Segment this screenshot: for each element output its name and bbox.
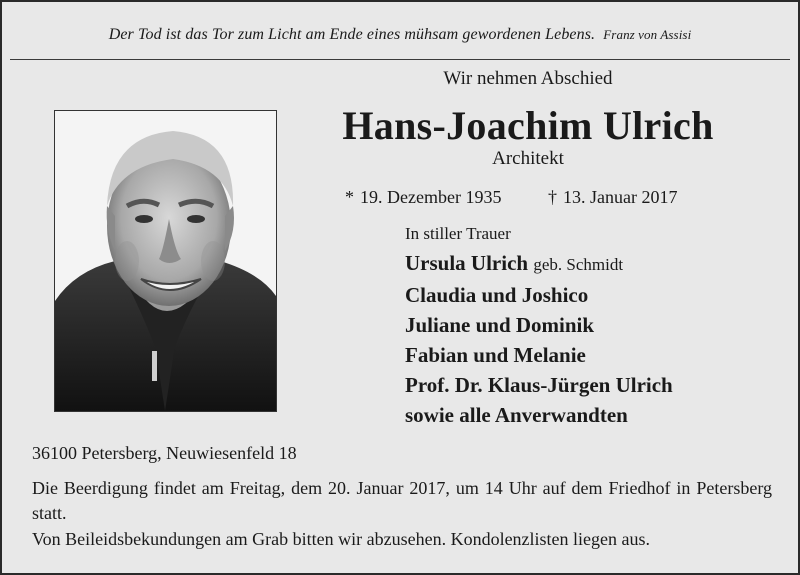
funeral-notice: Die Beerdigung findet am Freitag, dem 20. Januar 2017, um 14 Uhr auf dem Friedhof in Petersberg statt. (32, 478, 772, 523)
mourner-line (405, 400, 673, 430)
mourner-note: geb. Schmidt (533, 255, 624, 274)
portrait-image (55, 111, 276, 411)
quote (2, 26, 798, 44)
deceased-name: Hans-Joachim Ulrich (342, 103, 714, 148)
death-date-text: 13. Januar 2017 (563, 187, 678, 207)
quote-author: Franz von Assisi (603, 27, 692, 42)
deceased-profession: Architekt (492, 148, 564, 169)
quote-text: Der Tod ist das Tor zum Licht am Ende eines mühsam gewordenen Lebens. (108, 26, 596, 43)
mourners-block (405, 224, 673, 430)
birth-date (345, 187, 501, 208)
divider (10, 59, 790, 60)
mourner-line (405, 280, 673, 310)
mourner-line (405, 248, 673, 280)
death-symbol: † (548, 187, 557, 207)
mourner-name: Fabian und Melanie (405, 343, 586, 367)
address: 36100 Petersberg, Neuwiesenfeld 18 (32, 443, 297, 463)
heading: Wir nehmen Abschied (443, 68, 613, 89)
mourner-name: Ursula Ulrich (405, 251, 529, 275)
portrait-photo (54, 110, 277, 412)
birth-symbol: * (345, 187, 354, 207)
mourner-name: Claudia und Joshico (405, 283, 589, 307)
death-date (548, 187, 677, 208)
mourners-intro: In stiller Trauer (405, 224, 511, 243)
mourner-line (405, 310, 673, 340)
mourner-line (405, 370, 673, 400)
mourner-name: Juliane und Dominik (405, 313, 595, 337)
mourner-name: sowie alle Anverwandten (405, 403, 628, 427)
condolence-notice: Von Beileidsbekundungen am Grab bitten wir abzusehen. Kondolenzlisten liegen aus. (32, 529, 651, 549)
mourner-line (405, 340, 673, 370)
mourner-name: Prof. Dr. Klaus-Jürgen Ulrich (405, 373, 673, 397)
birth-date-text: 19. Dezember 1935 (360, 187, 502, 207)
